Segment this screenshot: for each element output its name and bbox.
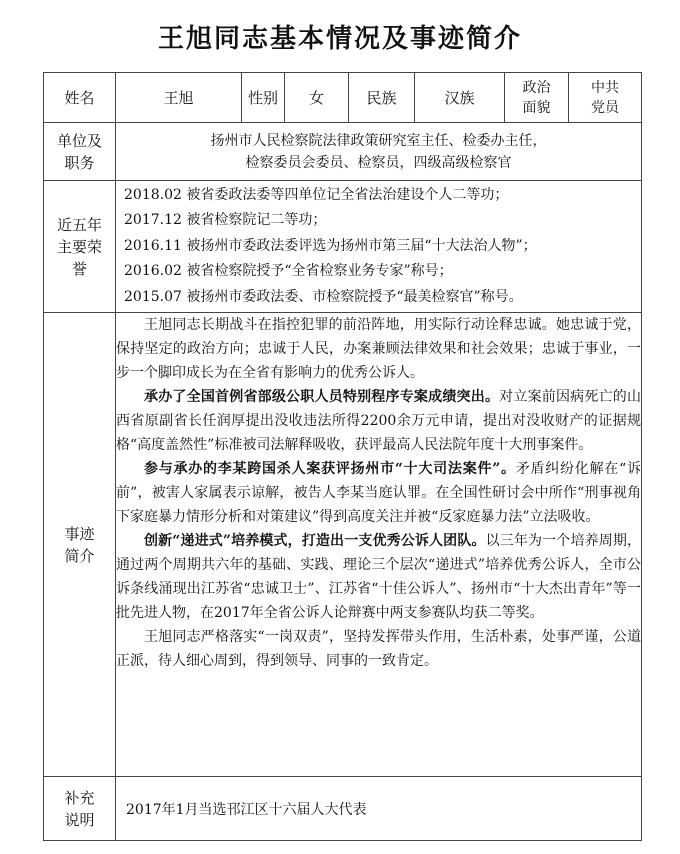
supplement-row [44, 777, 642, 841]
honors-label-line2: 主要荣 [56, 237, 102, 256]
politics-value-line1: 中共 [591, 79, 619, 96]
deeds-label-line1: 事迹 [64, 524, 95, 543]
honors-label [44, 181, 116, 313]
supplement-label-line1: 补充 [64, 788, 95, 807]
honors-list [116, 181, 642, 313]
position-value [116, 123, 642, 181]
deeds-paragraph-3 [116, 457, 641, 529]
honors-row [44, 181, 642, 313]
politics-label-line1: 政治 [522, 79, 551, 96]
deeds-paragraph-1: 王旭同志长期战斗在指控犯罪的前沿阵地，用实际行动诠释忠诚。她忠诚于党，保持坚定的政治方向；忠诚于人民，办案兼顾法律效果和社会效果；忠诚于事业，一步一个脚印成长为在全省有影响力的优秀公诉人。 [116, 317, 641, 381]
deeds-paragraph-4 [116, 529, 641, 625]
deeds-text-2: 对立案前因病死亡的山西省原副省长任润厚提出没收违法所得2200余万元申请，提出对没收财产的证据规格“高度盖然性”标准被司法解释吸收，获评最高人民法院年度十大刑事案件。 [116, 389, 642, 453]
position-line2: 检察委员会委员、检察员，四级高级检察官 [245, 154, 512, 171]
name-label: 姓名 [44, 73, 116, 123]
honor-item: 2015.07 被扬州市委政法委、市检察院授予“最美检察官”称号。 [124, 288, 523, 305]
position-label [44, 123, 116, 181]
page-title: 王旭同志基本情况及事迹简介 [157, 24, 522, 54]
politics-value [569, 73, 642, 123]
politics-label [505, 73, 569, 123]
honors-label-line1: 近五年 [56, 215, 102, 234]
honor-item: 2018.02 被省委政法委等四单位记全省法治建设个人二等功； [124, 186, 509, 203]
basic-info-row [44, 73, 642, 123]
position-row [44, 123, 642, 181]
honor-item: 2016.11 被扬州市委政法委评选为扬州市第三届“十大法治人物”； [124, 237, 537, 254]
gender-label: 性别 [242, 73, 285, 123]
honor-item: 2016.02 被省检察院授予“全省检察业务专家”称号； [124, 263, 453, 280]
deeds-text-3: 矛盾纠纷化解在“诉前”，被害人家属表示谅解，被告人李某当庭认罪。在全国性研讨会中所作“刑事视角下家庭暴力情形分析和对策建议”得到高度关注并被“反家庭暴力法”立法吸收。 [116, 461, 641, 525]
position-line1: 扬州市人民检察院法律政策研究室主任、检委办主任， [210, 132, 547, 149]
name-value: 王旭 [116, 73, 242, 123]
deeds-highlight-2: 承办了全国首例省部级公职人员特别程序专案成绩突出。 [144, 389, 500, 405]
politics-value-line2: 党员 [591, 99, 619, 116]
honors-label-line3: 誉 [71, 259, 87, 278]
position-label-line1: 单位及 [56, 131, 102, 150]
position-label-line2: 职务 [64, 153, 95, 172]
supplement-label [44, 777, 116, 841]
deeds-highlight-3: 参与承办的李某跨国杀人案获评扬州市“十大司法案件”。 [144, 461, 516, 477]
deeds-highlight-4: 创新“递进式”培养模式，打造出一支优秀公诉人团队。 [144, 533, 486, 549]
deeds-paragraph-5: 王旭同志严格落实“一岗双责”，坚持发挥带头作用，生活朴素，处事严谨，公道正派，待人细心周到，得到领导、同事的一致肯定。 [116, 629, 641, 669]
deeds-text-4: 以三年为一个培养周期，通过两个周期共六年的基础、实践、理论三个层次“递进式”培养优秀公诉人，全市公诉条线涌现出江苏省“忠诚卫士”、江苏省“十佳公诉人”、扬州市“十大杰出青年”等一批先进人物，在2017年全省公诉人论辩赛中两支参赛队均获二等奖。 [116, 533, 642, 621]
gender-value: 女 [285, 73, 349, 123]
ethnicity-value: 汉族 [415, 73, 505, 123]
politics-label-line2: 面貌 [522, 99, 551, 116]
deeds-row [44, 313, 642, 777]
deeds-paragraph-2 [116, 385, 641, 457]
info-table [43, 72, 642, 841]
supplement-text: 2017年1月当选邗江区十六届人大代表 [116, 777, 642, 841]
deeds-body [116, 313, 642, 777]
deeds-label-line2: 简介 [64, 546, 95, 565]
ethnicity-label: 民族 [349, 73, 415, 123]
deeds-label [44, 313, 116, 777]
honor-item: 2017.12 被省检察院记二等功； [124, 212, 327, 229]
supplement-label-line2: 说明 [64, 810, 95, 829]
